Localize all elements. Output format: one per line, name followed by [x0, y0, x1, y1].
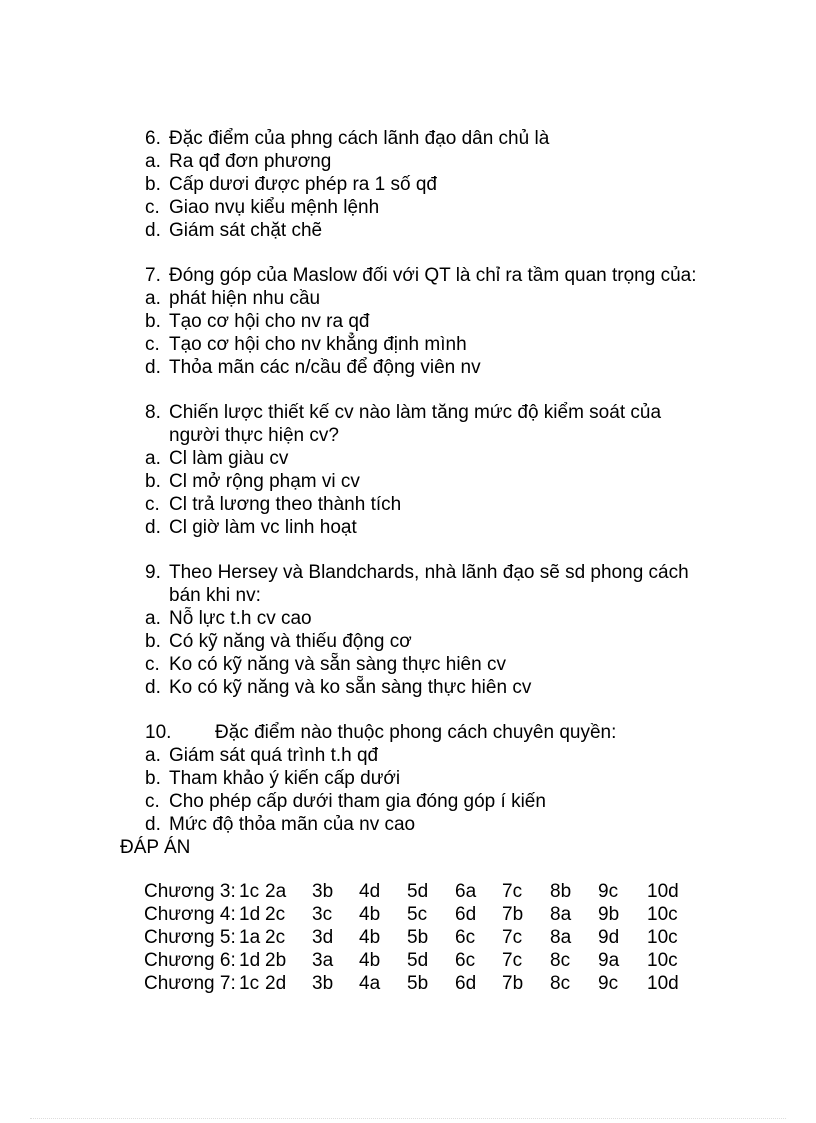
option-letter: c.: [145, 791, 160, 812]
option-letter: c.: [145, 654, 160, 675]
answer-option: [145, 676, 531, 699]
answer-option: [145, 813, 415, 836]
option-letter: b.: [145, 631, 161, 652]
answer-cell: 2a: [265, 881, 287, 902]
option-letter: c.: [145, 334, 160, 355]
answer-cell: 2b: [265, 950, 287, 971]
option-text: Mức độ thỏa mãn của nv cao: [169, 814, 416, 835]
answer-cell: 1a: [239, 927, 261, 948]
answer-option: [145, 287, 320, 310]
answer-cell: 9c: [598, 973, 619, 994]
chapter-label: Chương 6:: [144, 950, 236, 971]
question-number: 7.: [145, 265, 161, 286]
option-text: Cl trả lương theo thành tích: [169, 494, 402, 515]
question-text: Chiến lược thiết kế cv nào làm tăng mức độ kiểm soát của: [169, 402, 662, 423]
question-text: Đặc điểm của phng cách lãnh đạo dân chủ là: [169, 128, 550, 149]
answer-cell: 7c: [502, 881, 523, 902]
option-letter: d.: [145, 220, 161, 241]
answer-cell: 5b: [407, 973, 429, 994]
answer-option: [145, 767, 400, 790]
answer-cell: 6a: [455, 881, 477, 902]
answer-option: [145, 630, 412, 653]
answer-option: [145, 790, 546, 813]
answer-cell: 4b: [359, 904, 381, 925]
answer-option: [145, 150, 331, 173]
option-letter: d.: [145, 677, 161, 698]
answer-option: [145, 607, 312, 630]
option-text: Ko có kỹ năng và sẵn sàng thực hiên cv: [169, 654, 506, 675]
answer-option: [145, 196, 379, 219]
answer-option: [145, 219, 322, 242]
answer-cell: 10c: [647, 927, 678, 948]
chapter-label: Chương 7:: [144, 973, 236, 994]
answer-cell: 7b: [502, 973, 524, 994]
answer-cell: 10d: [647, 881, 679, 902]
answer-cell: 2c: [265, 904, 286, 925]
answer-option: [145, 516, 357, 539]
option-text: Cl làm giàu cv: [169, 448, 289, 469]
option-letter: a.: [145, 151, 161, 172]
question-number: 9.: [145, 562, 161, 583]
option-text: Tham khảo ý kiến cấp dưới: [169, 768, 401, 789]
question-stem: [145, 127, 549, 150]
answer-cell: 4b: [359, 950, 381, 971]
chapter-label: Chương 4:: [144, 904, 236, 925]
answer-cell: 4a: [359, 973, 381, 994]
answer-cell: 10c: [647, 904, 678, 925]
option-text: Giám sát chặt chẽ: [169, 220, 323, 241]
option-letter: a.: [145, 745, 161, 766]
answer-cell: 3b: [312, 973, 334, 994]
answer-cell: 1d: [239, 904, 261, 925]
answer-key-heading: ĐÁP ÁN: [120, 837, 191, 858]
question-text-continuation: người thực hiện cv?: [169, 425, 339, 446]
answer-cell: 3a: [312, 950, 334, 971]
answer-cell: 9b: [598, 904, 620, 925]
answer-cell: 2c: [265, 927, 286, 948]
option-letter: b.: [145, 768, 161, 789]
answer-option: [145, 333, 467, 356]
option-text: Giám sát quá trình t.h qđ: [169, 745, 379, 766]
option-letter: d.: [145, 517, 161, 538]
option-letter: a.: [145, 448, 161, 469]
answer-cell: 8c: [550, 950, 571, 971]
question-stem: [145, 721, 616, 744]
page-bottom-divider: [30, 1118, 786, 1119]
option-letter: d.: [145, 814, 161, 835]
option-letter: c.: [145, 494, 160, 515]
option-text: phát hiện nhu cầu: [169, 288, 321, 309]
answer-option: [145, 356, 481, 379]
answer-cell: 1c: [239, 881, 260, 902]
option-text: Thỏa mãn các n/cầu để động viên nv: [169, 357, 481, 378]
answer-cell: 3d: [312, 927, 334, 948]
option-text: Cl mở rộng phạm vi cv: [169, 471, 360, 492]
answer-cell: 9c: [598, 881, 619, 902]
answer-option: [145, 653, 506, 676]
answer-cell: 5c: [407, 904, 428, 925]
answer-cell: 4b: [359, 927, 381, 948]
option-letter: a.: [145, 608, 161, 629]
question-stem: [145, 561, 689, 584]
answer-option: [145, 310, 369, 333]
answer-option: [145, 744, 378, 767]
option-text: Cl giờ làm vc linh hoạt: [169, 517, 357, 538]
answer-cell: 6d: [455, 973, 477, 994]
answer-cell: 10d: [647, 973, 679, 994]
option-text: Giao nvụ kiểu mệnh lệnh: [169, 197, 380, 218]
answer-cell: 2d: [265, 973, 287, 994]
question-text-continuation: bán khi nv:: [169, 585, 261, 606]
question-stem: [145, 264, 697, 287]
answer-option: [145, 447, 288, 470]
answer-cell: 3b: [312, 881, 334, 902]
option-letter: b.: [145, 471, 161, 492]
answer-cell: 7b: [502, 904, 524, 925]
option-letter: c.: [145, 197, 160, 218]
answer-option: [145, 470, 360, 493]
option-text: Cấp dươi được phép ra 1 số qđ: [169, 174, 437, 195]
answer-cell: 3c: [312, 904, 333, 925]
option-text: Tạo cơ hội cho nv ra qđ: [169, 311, 370, 332]
option-text: Tạo cơ hội cho nv khẳng định mình: [169, 334, 467, 355]
question-number: 6.: [145, 128, 161, 149]
answer-cell: 7c: [502, 950, 523, 971]
answer-option: [145, 173, 437, 196]
option-letter: b.: [145, 174, 161, 195]
option-text: Cho phép cấp dưới tham gia đóng góp í kiến: [169, 791, 546, 812]
answer-cell: 5d: [407, 950, 429, 971]
answer-cell: 1c: [239, 973, 260, 994]
chapter-label: Chương 3:: [144, 881, 236, 902]
answer-cell: 7c: [502, 927, 523, 948]
answer-cell: 8a: [550, 904, 572, 925]
option-text: Ra qđ đơn phương: [169, 151, 332, 172]
answer-cell: 9a: [598, 950, 620, 971]
question-stem: [145, 401, 661, 424]
question-number: 10.: [145, 722, 172, 743]
answer-cell: 10c: [647, 950, 678, 971]
option-letter: a.: [145, 288, 161, 309]
question-number: 8.: [145, 402, 161, 423]
answer-cell: 6d: [455, 904, 477, 925]
answer-cell: 6c: [455, 927, 476, 948]
question-text: Theo Hersey và Blandchards, nhà lãnh đạo sẽ sd phong cách: [169, 562, 689, 583]
answer-cell: 4d: [359, 881, 381, 902]
option-letter: d.: [145, 357, 161, 378]
answer-cell: 6c: [455, 950, 476, 971]
option-text: Ko có kỹ năng và ko sẵn sàng thực hiên cv: [169, 677, 532, 698]
question-text: Đặc điểm nào thuộc phong cách chuyên quyền:: [215, 722, 617, 743]
option-text: Nỗ lực t.h cv cao: [169, 608, 312, 629]
answer-option: [145, 493, 401, 516]
question-text: Đóng góp của Maslow đối với QT là chỉ ra tầm quan trọng của:: [169, 265, 697, 286]
chapter-label: Chương 5:: [144, 927, 236, 948]
answer-cell: 1d: [239, 950, 261, 971]
answer-cell: 8c: [550, 973, 571, 994]
answer-cell: 9d: [598, 927, 620, 948]
option-letter: b.: [145, 311, 161, 332]
option-text: Có kỹ năng và thiếu động cơ: [169, 631, 412, 652]
answer-cell: 8b: [550, 881, 572, 902]
answer-cell: 8a: [550, 927, 572, 948]
answer-cell: 5b: [407, 927, 429, 948]
answer-cell: 5d: [407, 881, 429, 902]
